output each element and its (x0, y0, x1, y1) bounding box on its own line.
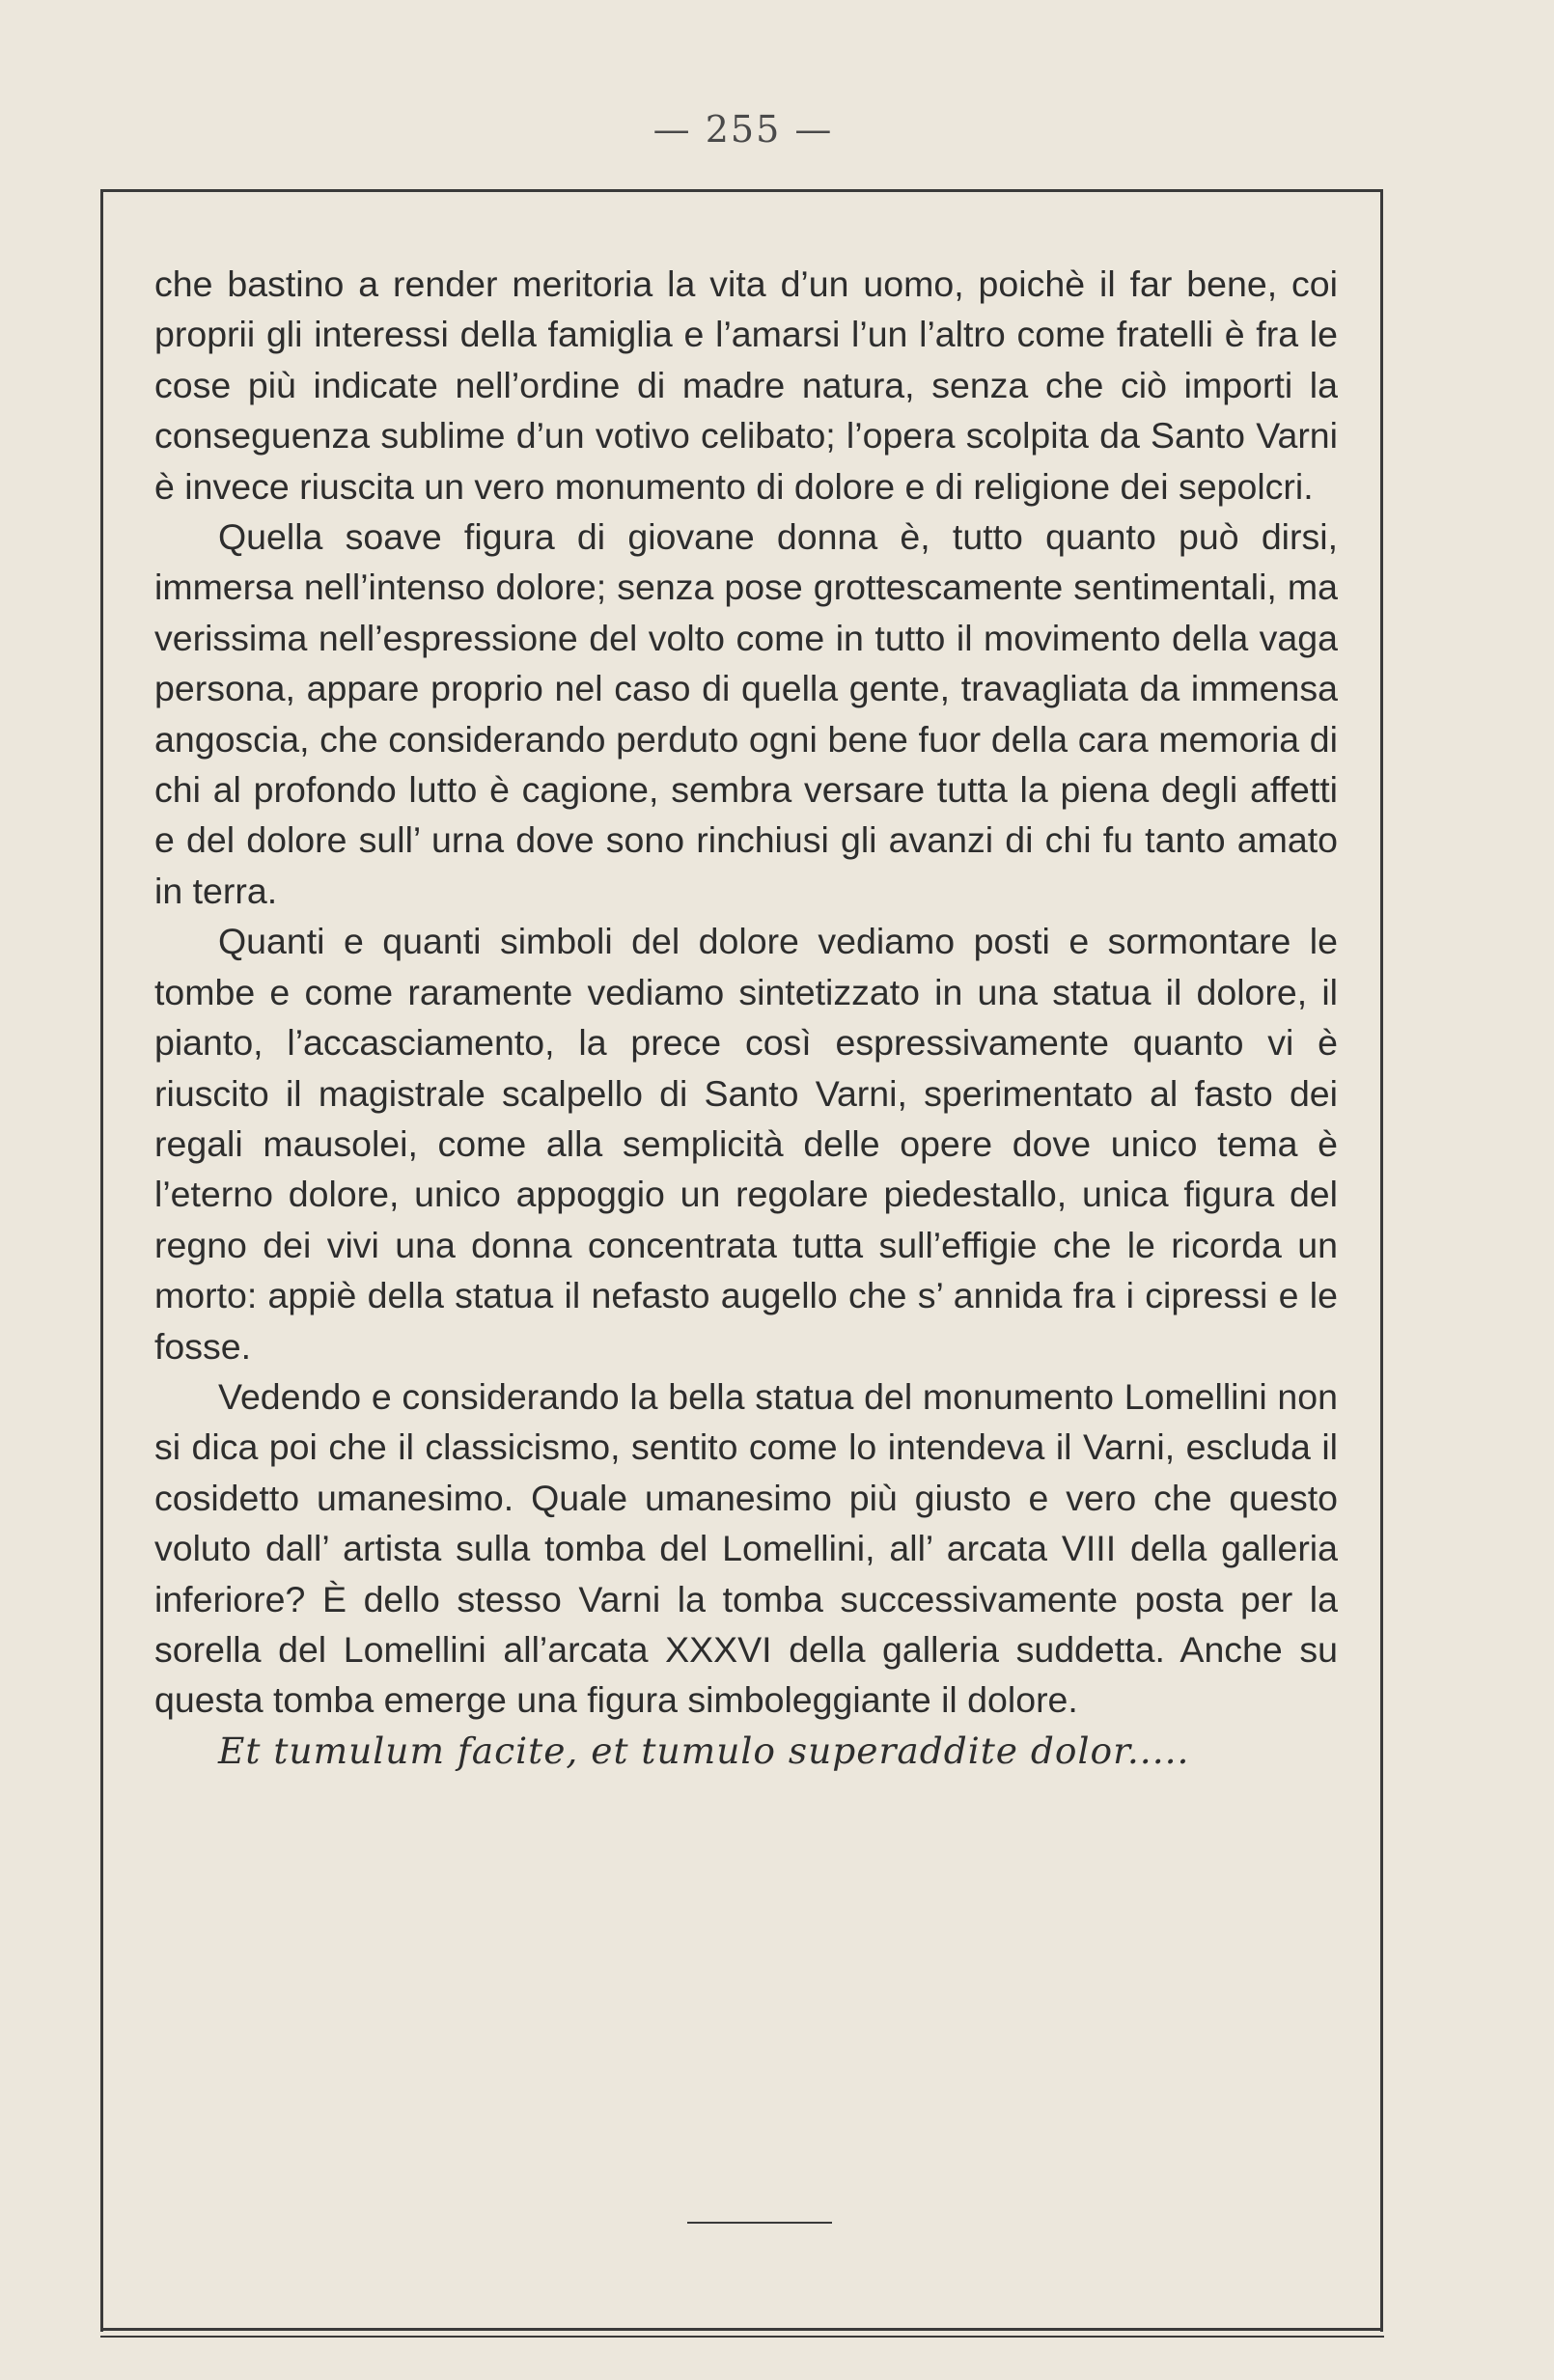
latin-quote: Et tumulum facite, et tumulo superaddite dolor..... (218, 1729, 1190, 1772)
paragraph-2: Quella soave figura di giovane donna è, tutto quanto può dirsi, immersa nell’intenso dolore; senza pose grottescamente sentimentali, ma verissima nell’espressione del volto come in tutto il movimento della vaga persona, appare proprio nel caso di quella gente, travagliata da immensa angoscia, che considerando perduto ogni bene fuor della cara memoria di chi al profondo lutto è cagione, sembra versare tutta la piena degli affetti e del dolore sull’ urna dove sono rinchiusi gli avanzi di chi fu tanto amato in terra. (154, 516, 1338, 911)
frame-bottom-border-double (100, 2336, 1384, 2338)
frame-left-border (100, 189, 103, 2332)
body-text (154, 259, 1338, 1776)
paragraph-3: Quanti e quanti simboli del dolore vediamo posti e sormontare le tombe e come raramente vediamo sintetizzato in una statua il dolore, il pianto, l’accasciamento, la prece così espressivamente quanto vi è riuscito il magistrale scalpello di Santo Varni, sperimentato al fasto dei regali mausolei, come alla semplicità delle opere dove unico tema è l’eterno dolore, unico appoggio un regolare piedestallo, unica figura del regno dei vivi una donna concentrata tutta sull’effigie che le ricorda un morto: appiè della statua il nefasto augello che s’ annida fra i cipressi e le fosse. (154, 921, 1338, 1367)
paragraph-4: Vedendo e considerando la bella statua del monumento Lomellini non si dica poi che il classicismo, sentito come lo intendeva il Varni, escluda il cosidetto umanesimo. Quale umanesimo più giusto e vero che questo voluto dall’ artista sulla tomba del Lomellini, all’ arcata VIII della galleria inferiore? È dello stesso Varni la tomba successivamente posta per la sorella del Lomellini all’arcata XXXVI della galleria suddetta. Anche su questa tomba emerge una figura simboleggiante il dolore. (154, 1375, 1338, 1721)
frame-bottom-border (100, 2328, 1380, 2331)
page-number: — 255 — (652, 108, 834, 151)
paragraph-1: che bastino a render meritoria la vita d’un uomo, poichè il far bene, coi proprii gli interessi della famiglia e l’amarsi l’un l’altro come fratelli è fra le cose più indicate nell’ordine di madre natura, senza che ciò importi la conseguenza sublime d’un votivo celibato; l’opera scolpita da Santo Varni è invece riuscita un vero monumento di dolore e di religione dei sepolcri. (154, 263, 1338, 507)
section-divider (687, 2222, 832, 2224)
frame-right-border (1380, 189, 1383, 2332)
frame-top-border (100, 189, 1383, 192)
